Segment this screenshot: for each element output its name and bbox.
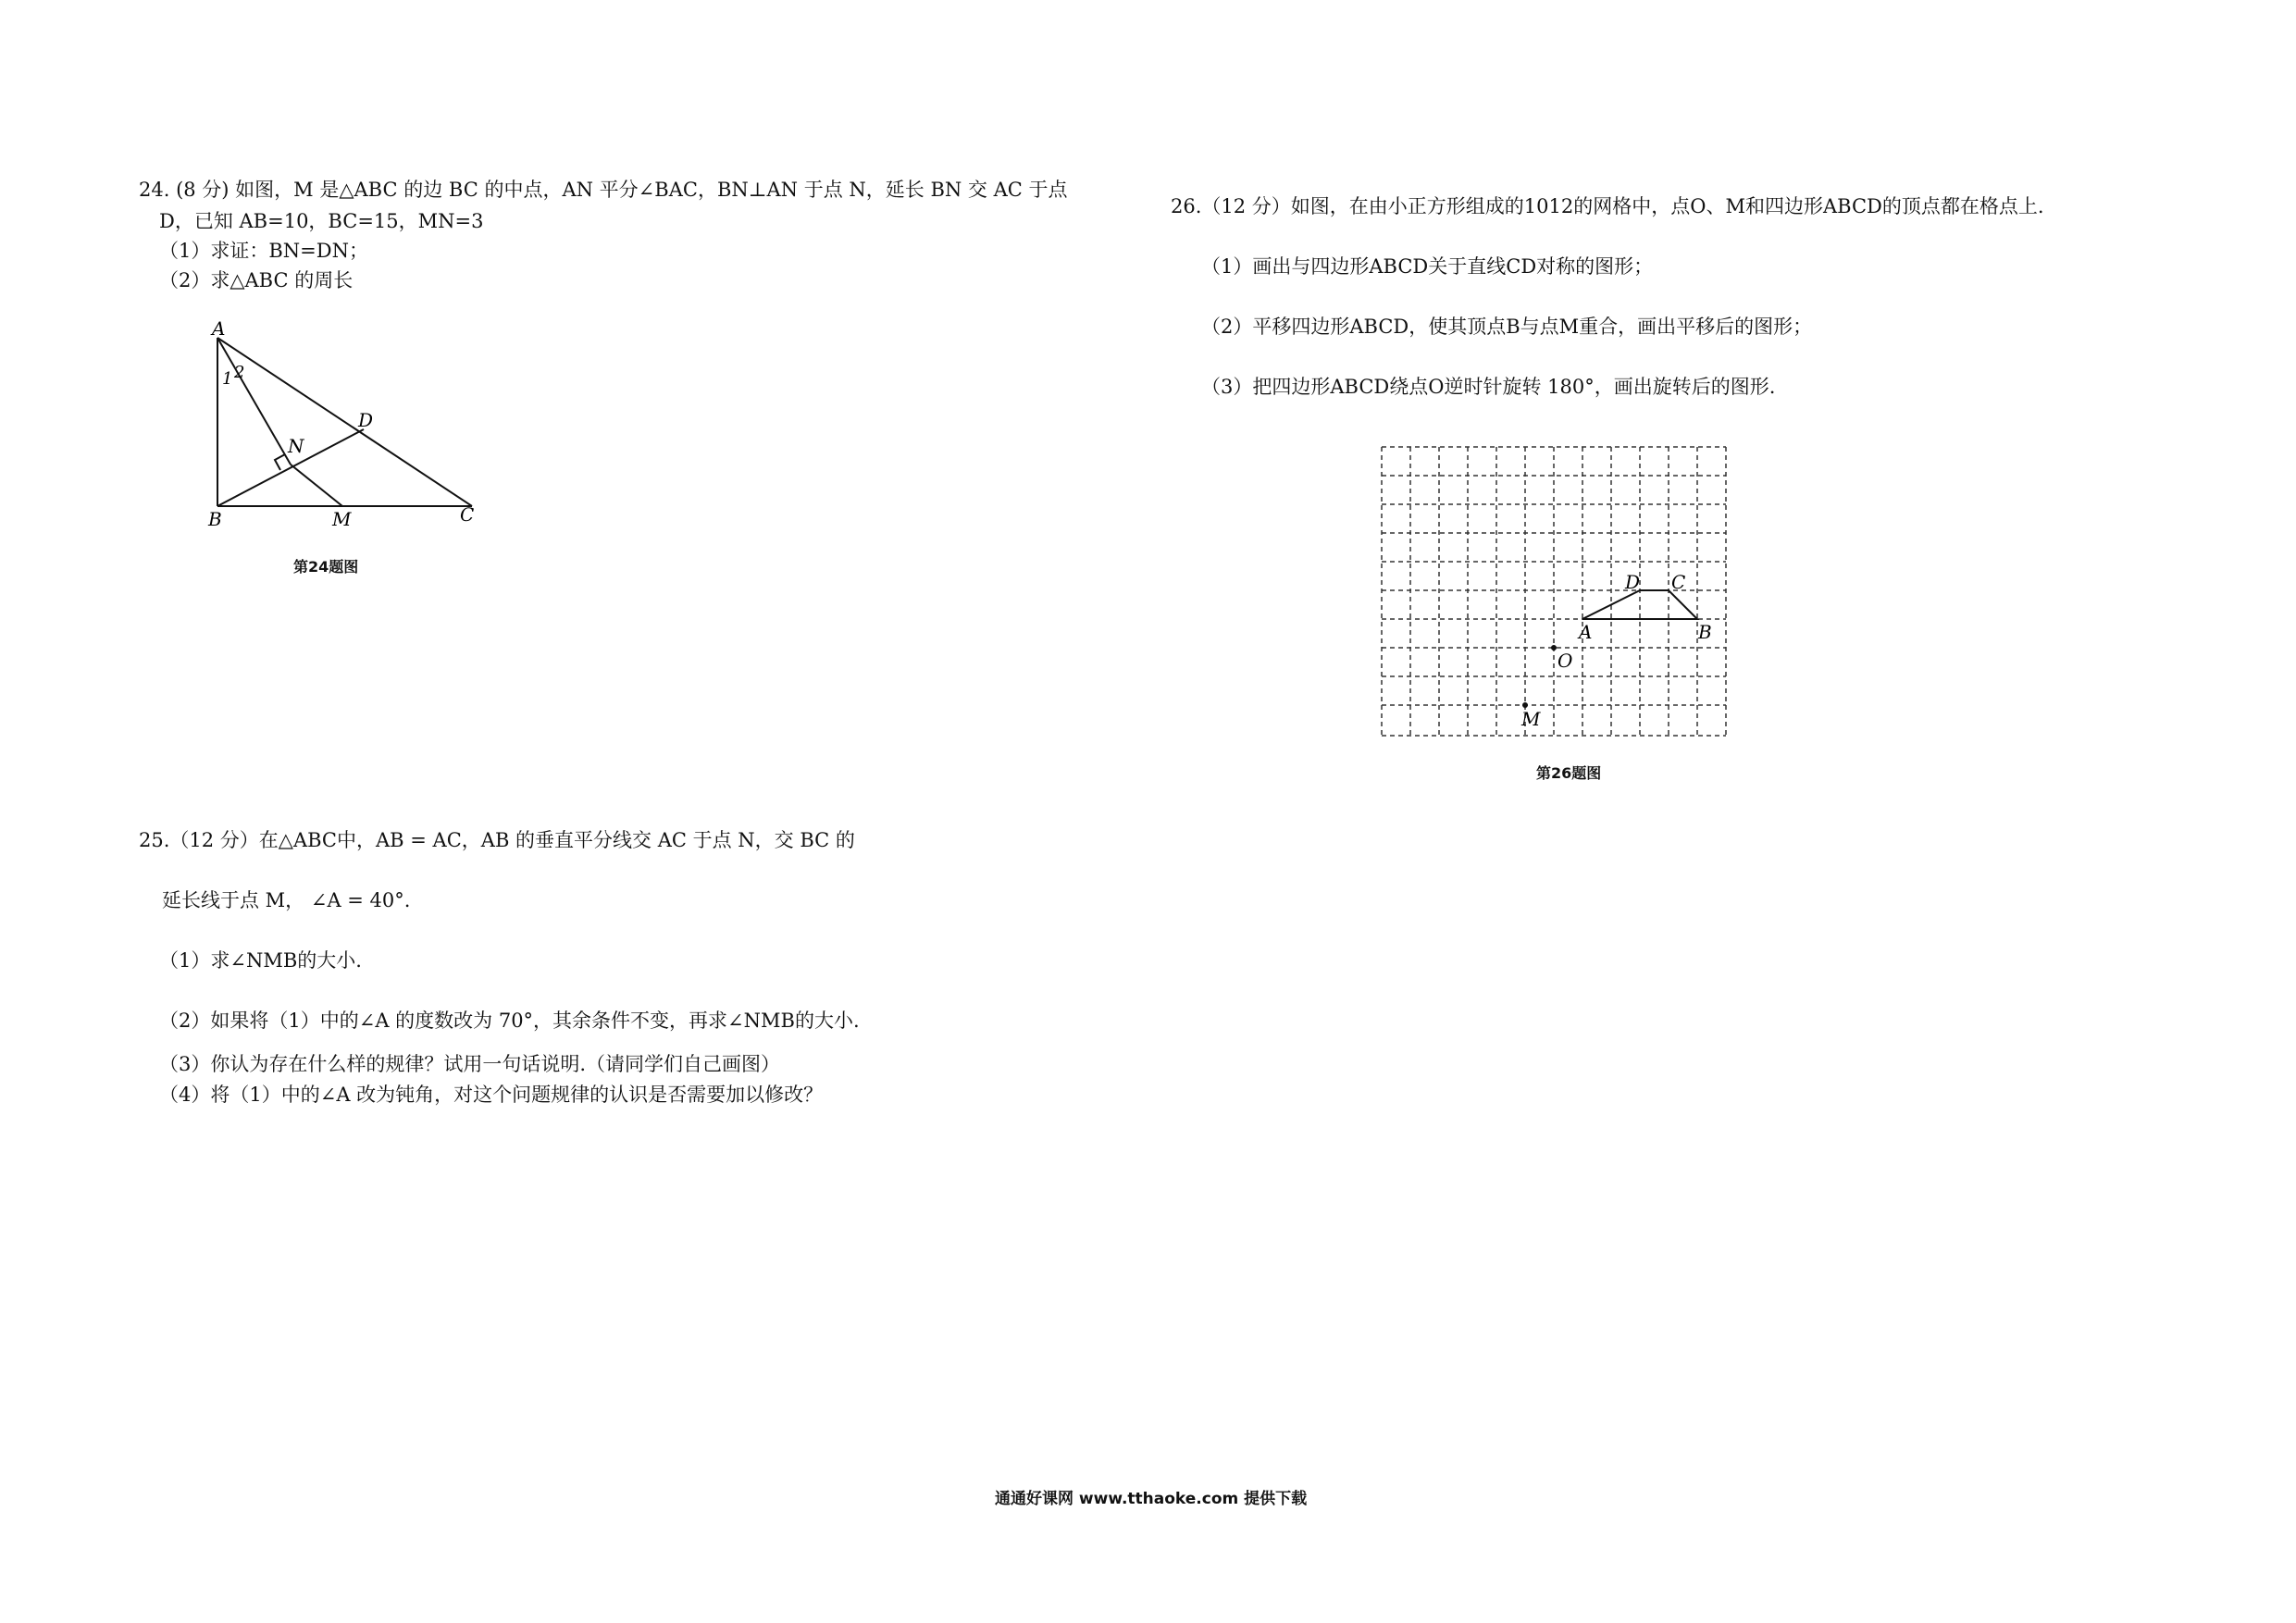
q26-caption: 第26题图 [1536, 764, 1602, 782]
q26-line1: 26.（12 分）如图，在由小正方形组成的1012的网格中，点O、M和四边形ABCD的顶点都在格点上. [1171, 195, 2044, 217]
q25-part2: （2）如果将（1）中的∠A 的度数改为 70°，其余条件不变，再求∠NMB的大小. [159, 1010, 860, 1032]
grid-label-a: A [1579, 621, 1593, 643]
footer-text: 通通好课网 www.tthaoke.com 提供下载 [995, 1490, 1308, 1508]
q24-caption: 第24题图 [293, 558, 359, 576]
grid-label-m: M [1521, 708, 1541, 730]
grid-label-b: B [1698, 621, 1712, 643]
q24-part2: （2）求△ABC 的周长 [159, 269, 354, 291]
grid-label-c: C [1671, 571, 1686, 593]
label-d: D [358, 409, 374, 431]
label-b: B [208, 508, 222, 530]
grid-label-d: D [1625, 571, 1641, 593]
label-a: A [212, 317, 226, 340]
grid-label-o: O [1558, 650, 1573, 672]
q25-part1: （1）求∠NMB的大小. [159, 949, 362, 972]
segment-an [217, 338, 291, 465]
label-angle1: 1 [222, 369, 233, 389]
q25-line2: 延长线于点 M， ∠A = 40°. [162, 889, 411, 911]
q26-part1: （1）画出与四边形ABCD关于直线CD对称的图形； [1201, 255, 1654, 278]
q26-part3: （3）把四边形ABCD绕点O逆时针旋转 180°，画出旋转后的图形. [1201, 376, 1776, 398]
q25-part3: （3）你认为存在什么样的规律？试用一句话说明.（请同学们自己画图） [159, 1053, 781, 1075]
q25-line1: 25.（12 分）在△ABC中，AB = AC，AB 的垂直平分线交 AC 于点 N，交 BC 的 [139, 829, 855, 851]
label-n: N [288, 435, 304, 457]
right-angle-mark [275, 454, 285, 470]
q24-figure [199, 315, 495, 537]
q25-part4: （4）将（1）中的∠A 改为钝角，对这个问题规律的认识是否需要加以修改？ [159, 1084, 824, 1106]
q26-part2: （2）平移四边形ABCD，使其顶点B与点M重合，画出平移后的图形； [1201, 316, 1813, 338]
q24-line1: 24. (8 分) 如图，M 是△ABC 的边 BC 的中点，AN 平分∠BAC，BN⊥AN 于点 N，延长 BN 交 AC 于点 [139, 179, 1068, 201]
point-o [1551, 645, 1557, 650]
segment-ac [217, 338, 472, 506]
label-c: C [460, 503, 475, 526]
q26-grid-figure [1370, 435, 1758, 750]
label-angle2: 2 [234, 363, 245, 382]
label-m: M [332, 508, 352, 530]
q24-line2: D，已知 AB=10，BC=15，MN=3 [159, 210, 484, 232]
q24-part1: （1）求证：BN=DN； [159, 240, 368, 262]
segment-nm [291, 465, 342, 506]
